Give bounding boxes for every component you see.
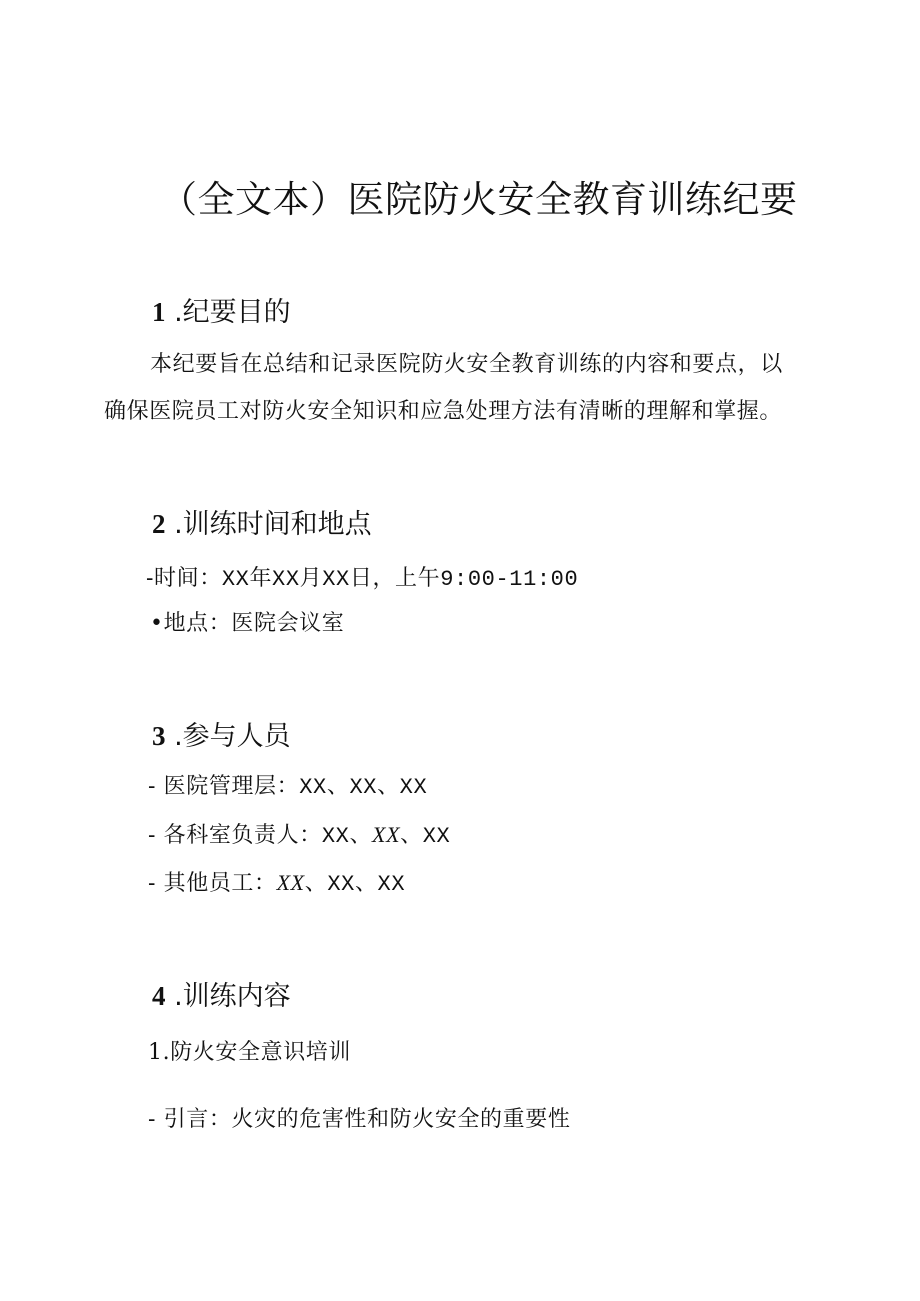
section-3-heading — [152, 718, 291, 755]
section-number: 3 — [152, 721, 166, 751]
separator: 、 — [349, 823, 373, 848]
list-item — [148, 820, 450, 852]
list-item: - 引言：火灾的危害性和防火安全的重要性 — [148, 1107, 571, 1132]
time-value: XX年XX月XX日，上午9:00-11:00 — [221, 567, 579, 592]
place-line: •地点：医院会议室 — [150, 611, 345, 636]
document-title: （全文本）医院防火安全教育训练纪要 — [160, 178, 798, 221]
participant-name: XX — [372, 822, 401, 847]
section-4-heading — [152, 978, 291, 1015]
participant-name: XX — [327, 872, 355, 897]
paragraph-line: 本纪要旨在总结和记录医院防火安全教育训练的内容和要点，以 — [150, 352, 783, 377]
section-1-heading — [152, 294, 291, 331]
participant-name: XX — [276, 870, 305, 895]
separator: 、 — [304, 871, 328, 896]
separator: 、 — [400, 823, 423, 848]
participant-group: - 医院管理层： — [148, 774, 300, 799]
participant-name: XX — [422, 824, 451, 849]
participant-name: XX — [349, 775, 378, 800]
participant-name: XX — [299, 775, 327, 800]
list-item — [148, 868, 405, 900]
separator: 、 — [377, 774, 400, 799]
participant-group: - 其他员工： — [148, 871, 277, 896]
participant-name: XX — [399, 775, 428, 800]
section-title: .训练时间和地点 — [174, 509, 372, 540]
participant-name: XX — [321, 824, 350, 849]
participant-group: - 各科室负责人： — [148, 823, 322, 848]
time-line — [146, 564, 578, 595]
time-label: -时间： — [146, 566, 222, 591]
subsection-heading: 1.防火安全意识培训 — [148, 1040, 351, 1065]
section-title: .参与人员 — [174, 721, 291, 752]
participant-name: XX — [377, 872, 406, 897]
section-number: 2 — [152, 509, 166, 539]
section-number: 4 — [152, 981, 166, 1011]
section-2-heading — [152, 506, 372, 543]
section-title: .纪要目的 — [174, 297, 291, 328]
list-item — [148, 772, 427, 803]
section-number: 1 — [152, 297, 166, 327]
paragraph-line: 确保医院员工对防火安全知识和应急处理方法有清晰的理解和掌握。 — [104, 399, 783, 424]
separator: 、 — [354, 871, 378, 896]
section-title: .训练内容 — [174, 981, 291, 1012]
separator: 、 — [326, 774, 350, 799]
